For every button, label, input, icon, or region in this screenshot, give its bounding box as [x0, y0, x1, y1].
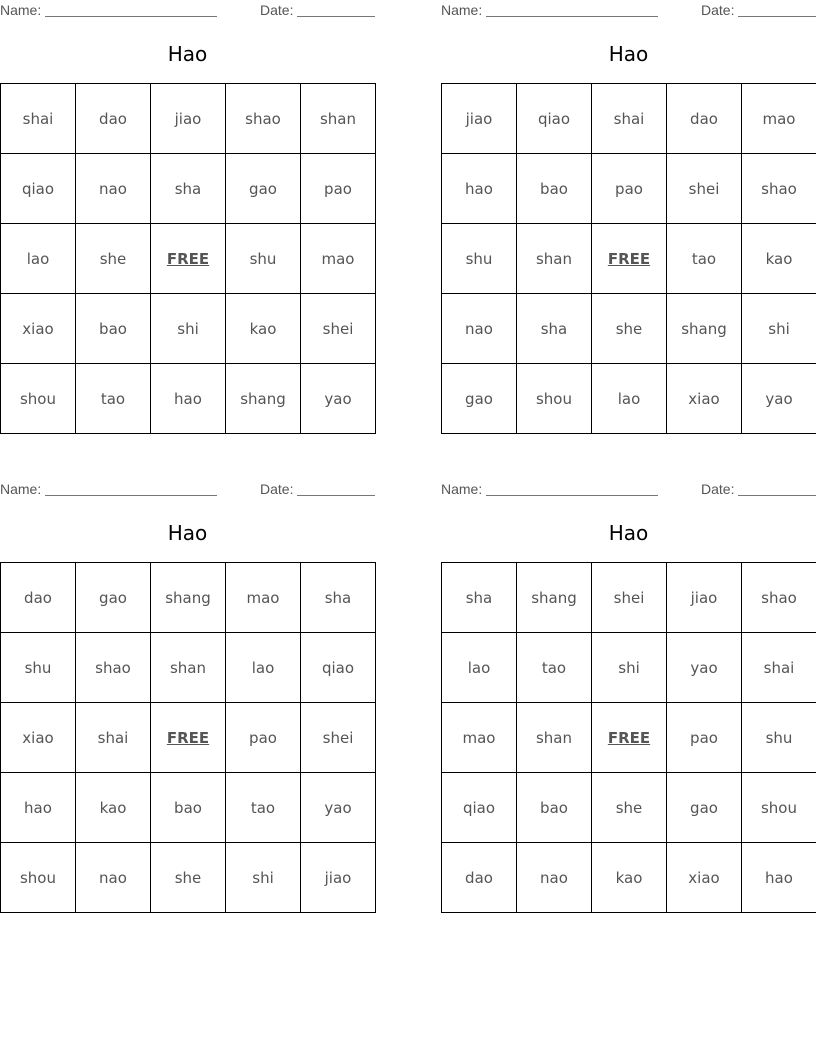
grid-row: [442, 843, 816, 913]
grid-cell: shi: [742, 294, 816, 364]
bingo-grid: [0, 83, 376, 434]
grid-cell: tao: [76, 364, 151, 434]
grid-cell: lao: [442, 633, 517, 703]
grid-cell: bao: [76, 294, 151, 364]
grid-cell: shu: [226, 224, 301, 294]
grid-cell: sha: [517, 294, 592, 364]
grid-cell: pao: [592, 154, 667, 224]
free-space-cell: FREE: [592, 224, 667, 294]
grid-cell: she: [151, 843, 226, 913]
grid-cell: bao: [517, 154, 592, 224]
grid-cell: bao: [517, 773, 592, 843]
grid-cell: yao: [301, 773, 376, 843]
grid-row: [442, 633, 816, 703]
grid-cell: shu: [742, 703, 816, 773]
grid-cell: hao: [742, 843, 816, 913]
free-space-cell: FREE: [592, 703, 667, 773]
grid-cell: shao: [742, 563, 816, 633]
grid-cell: sha: [151, 154, 226, 224]
grid-cell: shou: [1, 843, 76, 913]
grid-cell: shei: [592, 563, 667, 633]
grid-cell: gao: [442, 364, 517, 434]
name-blank: [45, 495, 217, 496]
grid-cell: kao: [742, 224, 816, 294]
grid-cell: lao: [226, 633, 301, 703]
grid-row: [442, 154, 816, 224]
grid-cell: jiao: [667, 563, 742, 633]
grid-cell: jiao: [151, 84, 226, 154]
bingo-card-4: [441, 479, 816, 887]
grid-cell: nao: [517, 843, 592, 913]
grid-cell: kao: [76, 773, 151, 843]
grid-cell: shan: [151, 633, 226, 703]
date-blank: [297, 495, 375, 496]
date-blank: [738, 495, 816, 496]
grid-cell: qiao: [301, 633, 376, 703]
card-header: [441, 0, 816, 20]
grid-cell: nao: [76, 154, 151, 224]
grid-cell: yao: [742, 364, 816, 434]
grid-cell: shi: [151, 294, 226, 364]
grid-cell: dao: [442, 843, 517, 913]
grid-row: [1, 773, 376, 843]
grid-cell: xiao: [1, 294, 76, 364]
grid-cell: mao: [301, 224, 376, 294]
date-label: Date:: [701, 481, 735, 497]
grid-cell: shou: [1, 364, 76, 434]
grid-cell: qiao: [1, 154, 76, 224]
grid-cell: qiao: [442, 773, 517, 843]
grid-cell: shang: [667, 294, 742, 364]
grid-cell: jiao: [301, 843, 376, 913]
grid-cell: bao: [151, 773, 226, 843]
grid-cell: shou: [517, 364, 592, 434]
name-blank: [486, 495, 658, 496]
grid-cell: pao: [667, 703, 742, 773]
grid-cell: dao: [76, 84, 151, 154]
grid-cell: lao: [592, 364, 667, 434]
grid-row: [442, 84, 816, 154]
grid-cell: mao: [742, 84, 816, 154]
grid-cell: yao: [301, 364, 376, 434]
grid-cell: qiao: [517, 84, 592, 154]
grid-cell: tao: [667, 224, 742, 294]
bingo-grid: [0, 562, 376, 913]
grid-cell: shang: [151, 563, 226, 633]
grid-cell: shan: [517, 703, 592, 773]
grid-cell: pao: [226, 703, 301, 773]
grid-cell: gao: [76, 563, 151, 633]
grid-row: [1, 224, 376, 294]
grid-cell: shao: [76, 633, 151, 703]
grid-cell: jiao: [442, 84, 517, 154]
grid-cell: she: [76, 224, 151, 294]
name-label: Name:: [0, 2, 42, 18]
date-label: Date:: [260, 2, 294, 18]
grid-cell: shu: [442, 224, 517, 294]
grid-cell: xiao: [667, 843, 742, 913]
name-label: Name:: [441, 2, 483, 18]
grid-cell: mao: [226, 563, 301, 633]
grid-cell: shu: [1, 633, 76, 703]
bingo-card-3: [0, 479, 375, 887]
grid-cell: tao: [517, 633, 592, 703]
date-blank: [738, 16, 816, 17]
grid-cell: nao: [76, 843, 151, 913]
grid-cell: pao: [301, 154, 376, 224]
grid-cell: hao: [442, 154, 517, 224]
grid-cell: gao: [226, 154, 301, 224]
card-title: Hao: [167, 42, 208, 66]
bingo-card-2: [441, 0, 816, 408]
grid-row: [442, 294, 816, 364]
grid-cell: yao: [667, 633, 742, 703]
date-blank: [297, 16, 375, 17]
grid-cell: shan: [301, 84, 376, 154]
bingo-grid: [441, 562, 816, 913]
card-title: Hao: [167, 521, 208, 545]
grid-cell: xiao: [667, 364, 742, 434]
grid-row: [1, 563, 376, 633]
grid-cell: shang: [517, 563, 592, 633]
card-header: [0, 479, 375, 499]
grid-cell: shei: [667, 154, 742, 224]
grid-row: [1, 633, 376, 703]
grid-cell: shai: [76, 703, 151, 773]
grid-cell: kao: [226, 294, 301, 364]
name-blank: [486, 16, 658, 17]
card-title: Hao: [608, 521, 649, 545]
grid-cell: shei: [301, 703, 376, 773]
date-label: Date:: [701, 2, 735, 18]
grid-row: [1, 703, 376, 773]
grid-cell: tao: [226, 773, 301, 843]
grid-cell: kao: [592, 843, 667, 913]
grid-cell: she: [592, 294, 667, 364]
grid-cell: shang: [226, 364, 301, 434]
grid-cell: shao: [226, 84, 301, 154]
grid-row: [442, 703, 816, 773]
grid-cell: lao: [1, 224, 76, 294]
name-label: Name:: [0, 481, 42, 497]
grid-cell: hao: [1, 773, 76, 843]
grid-cell: shou: [742, 773, 816, 843]
grid-cell: hao: [151, 364, 226, 434]
card-title: Hao: [608, 42, 649, 66]
grid-cell: dao: [667, 84, 742, 154]
grid-cell: sha: [442, 563, 517, 633]
name-label: Name:: [441, 481, 483, 497]
grid-row: [442, 563, 816, 633]
grid-cell: shao: [742, 154, 816, 224]
date-label: Date:: [260, 481, 294, 497]
grid-cell: she: [592, 773, 667, 843]
grid-cell: shi: [592, 633, 667, 703]
grid-cell: gao: [667, 773, 742, 843]
free-space-cell: FREE: [151, 703, 226, 773]
bingo-card-1: [0, 0, 375, 408]
grid-cell: shai: [1, 84, 76, 154]
grid-cell: xiao: [1, 703, 76, 773]
grid-row: [1, 364, 376, 434]
card-header: [0, 0, 375, 20]
grid-cell: shei: [301, 294, 376, 364]
grid-row: [442, 224, 816, 294]
grid-cell: nao: [442, 294, 517, 364]
grid-row: [442, 773, 816, 843]
grid-row: [1, 154, 376, 224]
bingo-grid: [441, 83, 816, 434]
grid-row: [1, 84, 376, 154]
grid-row: [442, 364, 816, 434]
grid-cell: shai: [742, 633, 816, 703]
free-space-cell: FREE: [151, 224, 226, 294]
card-header: [441, 479, 816, 499]
grid-cell: shai: [592, 84, 667, 154]
grid-cell: dao: [1, 563, 76, 633]
grid-row: [1, 843, 376, 913]
grid-cell: mao: [442, 703, 517, 773]
grid-row: [1, 294, 376, 364]
name-blank: [45, 16, 217, 17]
grid-cell: shi: [226, 843, 301, 913]
grid-cell: sha: [301, 563, 376, 633]
grid-cell: shan: [517, 224, 592, 294]
